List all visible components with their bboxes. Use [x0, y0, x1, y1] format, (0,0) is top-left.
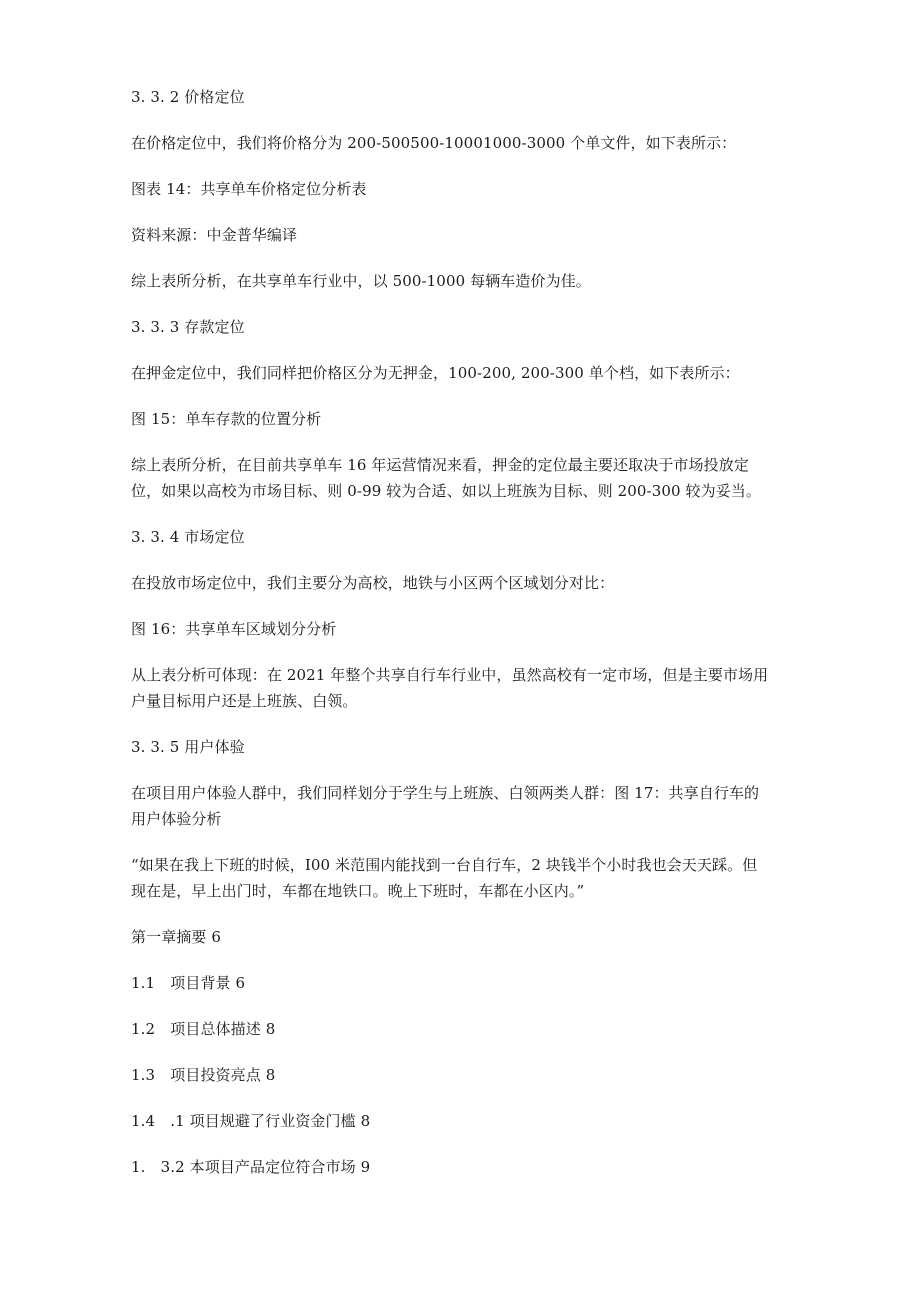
section-heading-price: 3. 3. 2 价格定位 [131, 88, 245, 106]
section-heading-user-experience: 3. 3. 5 用户体验 [131, 738, 245, 756]
figure-caption-15: 图 15：单车存款的位置分析 [131, 410, 322, 428]
user-quote [131, 852, 781, 904]
toc-entry-3-2: 1. 3.2 本项目产品定位符合市场 9 [131, 1158, 371, 1176]
paragraph-line: 用户体验分析 [131, 810, 222, 828]
document-body [131, 84, 781, 1180]
paragraph-price-intro: 在价格定位中，我们将价格分为 200-500500-10001000-3000 个单文件，如下表所示： [131, 134, 737, 152]
paragraph-line: “如果在我上下班的时候，I00 米范围内能找到一台自行车，2 块钱半个小时我也会天天踩。但 [131, 856, 758, 874]
paragraph-line: 在项目用户体验人群中，我们同样划分于学生与上班族、白领两类人群：图 17：共享自行车的 [131, 784, 760, 802]
paragraph-line: 位，如果以高校为市场目标、则 0-99 较为合适、如以上班族为目标、则 200-300 较为妥当。 [131, 482, 762, 500]
paragraph-market-intro: 在投放市场定位中，我们主要分为高校，地铁与小区两个区域划分对比： [131, 574, 615, 592]
paragraph-user-experience [131, 780, 781, 832]
toc-chapter-1: 第一章摘要 6 [131, 928, 222, 946]
section-heading-market: 3. 3. 4 市场定位 [131, 528, 245, 546]
paragraph-line: 现在是，早上出门时，车都在地铁口。晚上下班时，车都在小区内。” [131, 882, 585, 900]
toc-entry-1-1: 1.1 项目背景 6 [131, 974, 246, 992]
toc-entry-1-3: 1.3 项目投资亮点 8 [131, 1066, 276, 1084]
toc-entry-1-4: 1.4 .1 项目规避了行业资金门槛 8 [131, 1112, 371, 1130]
paragraph-price-summary: 综上表所分析，在共享单车行业中，以 500-1000 每辆车造价为佳。 [131, 272, 591, 290]
paragraph-market-summary [131, 662, 781, 714]
section-heading-deposit: 3. 3. 3 存款定位 [131, 318, 245, 336]
paragraph-line: 户量目标用户还是上班族、白领。 [131, 692, 358, 710]
paragraph-deposit-intro: 在押金定位中，我们同样把价格区分为无押金，100-200, 200-300 单个档，如下表所示： [131, 364, 740, 382]
paragraph-deposit-summary [131, 452, 781, 504]
paragraph-line: 从上表分析可体现：在 2021 年整个共享自行车行业中，虽然高校有一定市场，但是主要市场用 [131, 666, 769, 684]
toc-entry-1-2: 1.2 项目总体描述 8 [131, 1020, 276, 1038]
figure-caption-14: 图表 14：共享单车价格定位分析表 [131, 180, 367, 198]
figure-caption-16: 图 16：共享单车区域划分分析 [131, 620, 337, 638]
paragraph-line: 综上表所分析，在目前共享单车 16 年运营情况来看，押金的定位最主要还取决于市场投放定 [131, 456, 749, 474]
source-note: 资料来源：中金普华编译 [131, 226, 298, 244]
